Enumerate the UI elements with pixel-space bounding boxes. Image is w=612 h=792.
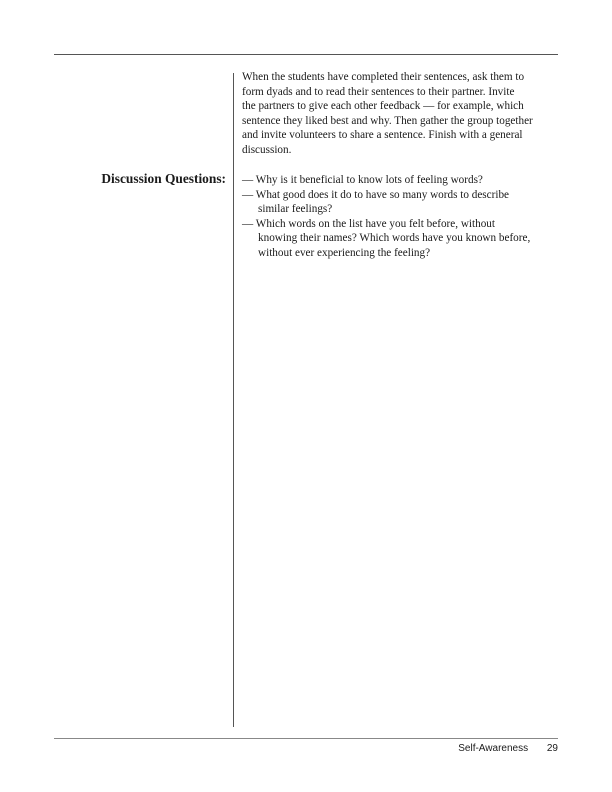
paragraph-line: sentence they liked best and why. Then gather the group together [242, 114, 533, 127]
question-line: without ever experiencing the feeling? [258, 246, 431, 259]
column-divider [233, 73, 234, 727]
question-line: — Why is it beneficial to know lots of feeling words? [242, 174, 483, 186]
header-rule [54, 54, 558, 55]
page-footer [458, 743, 558, 755]
discussion-question [242, 217, 562, 261]
instruction-paragraph [242, 70, 562, 158]
paragraph-line: form dyads and to read their sentences to their partner. Invite [242, 85, 515, 98]
paragraph-line: When the students have completed their sentences, ask them to [242, 71, 525, 83]
paragraph-line: discussion. [242, 143, 292, 156]
footer-rule [54, 738, 558, 739]
paragraph-line: and invite volunteers to share a sentence. Finish with a general [242, 129, 523, 142]
question-line: — What good does it do to have so many words to describe [242, 188, 510, 201]
paragraph-line: the partners to give each other feedback — for example, which [242, 100, 524, 113]
discussion-questions-heading: Discussion Questions: [101, 171, 226, 186]
question-line: similar feelings? [258, 203, 333, 216]
discussion-question [242, 173, 562, 188]
discussion-question [242, 188, 562, 217]
footer-section-title: Self-Awareness [458, 743, 529, 754]
question-line: — Which words on the list have you felt before, without [242, 217, 496, 230]
discussion-question-list [242, 173, 562, 261]
page-number: 29 [546, 743, 558, 754]
question-line: knowing their names? Which words have you known before, [258, 232, 531, 245]
